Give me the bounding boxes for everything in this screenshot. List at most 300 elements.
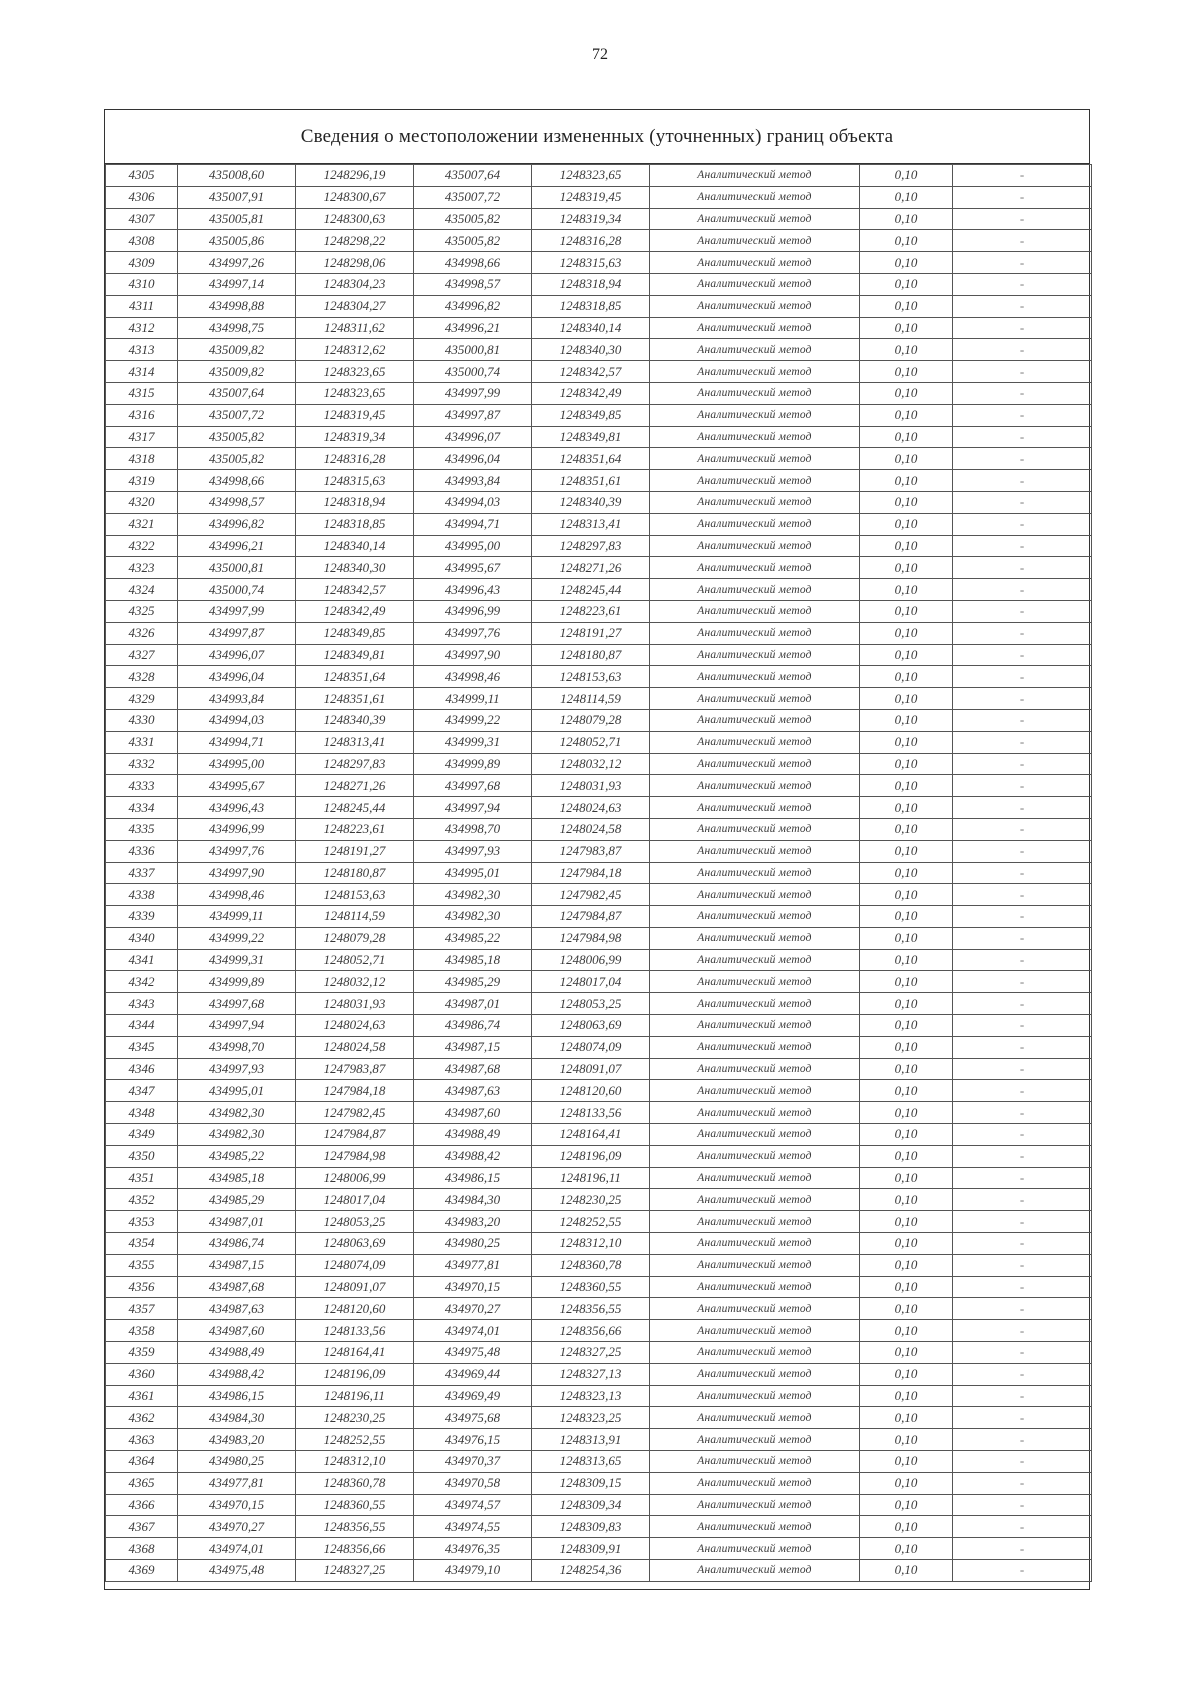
y-old-cell: 1248312,10 [296, 1451, 414, 1473]
point-number-cell: 4314 [106, 361, 178, 383]
point-number-cell: 4317 [106, 426, 178, 448]
note-cell: - [953, 491, 1092, 513]
table-row [106, 1342, 1092, 1364]
table-row [106, 1145, 1092, 1167]
y-old-cell: 1248296,19 [296, 165, 414, 187]
table-row [106, 557, 1092, 579]
x-new-cell: 434996,99 [414, 600, 532, 622]
note-cell: - [953, 1276, 1092, 1298]
x-old-cell: 434997,26 [178, 252, 296, 274]
note-cell: - [953, 1298, 1092, 1320]
x-old-cell: 434997,87 [178, 622, 296, 644]
point-number-cell: 4354 [106, 1233, 178, 1255]
x-new-cell: 434999,22 [414, 709, 532, 731]
note-cell: - [953, 971, 1092, 993]
y-old-cell: 1248340,39 [296, 709, 414, 731]
note-cell: - [953, 1233, 1092, 1255]
x-new-cell: 434997,94 [414, 797, 532, 819]
point-number-cell: 4319 [106, 470, 178, 492]
y-old-cell: 1248079,28 [296, 927, 414, 949]
point-number-cell: 4333 [106, 775, 178, 797]
method-cell: Аналитический метод [650, 470, 860, 492]
y-old-cell: 1248342,57 [296, 579, 414, 601]
table-row [106, 1385, 1092, 1407]
x-old-cell: 434996,04 [178, 666, 296, 688]
method-cell: Аналитический метод [650, 731, 860, 753]
x-old-cell: 434999,89 [178, 971, 296, 993]
method-cell: Аналитический метод [650, 1385, 860, 1407]
accuracy-cell: 0,10 [860, 165, 953, 187]
note-cell: - [953, 709, 1092, 731]
point-number-cell: 4335 [106, 818, 178, 840]
table-row [106, 1363, 1092, 1385]
method-cell: Аналитический метод [650, 535, 860, 557]
note-cell: - [953, 644, 1092, 666]
y-old-cell: 1248315,63 [296, 470, 414, 492]
table-row [106, 1516, 1092, 1538]
y-old-cell: 1248319,34 [296, 426, 414, 448]
point-number-cell: 4369 [106, 1560, 178, 1582]
y-new-cell: 1248340,39 [532, 491, 650, 513]
x-new-cell: 434997,76 [414, 622, 532, 644]
y-new-cell: 1248313,91 [532, 1429, 650, 1451]
x-old-cell: 434999,11 [178, 906, 296, 928]
x-new-cell: 435005,82 [414, 208, 532, 230]
y-old-cell: 1248006,99 [296, 1167, 414, 1189]
y-old-cell: 1248164,41 [296, 1342, 414, 1364]
x-new-cell: 434997,87 [414, 404, 532, 426]
accuracy-cell: 0,10 [860, 644, 953, 666]
y-new-cell: 1248309,83 [532, 1516, 650, 1538]
method-cell: Аналитический метод [650, 1211, 860, 1233]
note-cell: - [953, 688, 1092, 710]
method-cell: Аналитический метод [650, 230, 860, 252]
table-row [106, 1233, 1092, 1255]
note-cell: - [953, 753, 1092, 775]
x-new-cell: 434982,30 [414, 884, 532, 906]
method-cell: Аналитический метод [650, 666, 860, 688]
x-new-cell: 434999,31 [414, 731, 532, 753]
y-new-cell: 1248180,87 [532, 644, 650, 666]
y-new-cell: 1248052,71 [532, 731, 650, 753]
y-new-cell: 1248349,81 [532, 426, 650, 448]
point-number-cell: 4355 [106, 1254, 178, 1276]
method-cell: Аналитический метод [650, 818, 860, 840]
method-cell: Аналитический метод [650, 1145, 860, 1167]
accuracy-cell: 0,10 [860, 1342, 953, 1364]
y-new-cell: 1248309,91 [532, 1538, 650, 1560]
method-cell: Аналитический метод [650, 579, 860, 601]
note-cell: - [953, 579, 1092, 601]
method-cell: Аналитический метод [650, 1102, 860, 1124]
y-new-cell: 1248032,12 [532, 753, 650, 775]
method-cell: Аналитический метод [650, 273, 860, 295]
note-cell: - [953, 1080, 1092, 1102]
y-old-cell: 1248074,09 [296, 1254, 414, 1276]
note-cell: - [953, 1015, 1092, 1037]
point-number-cell: 4345 [106, 1036, 178, 1058]
method-cell: Аналитический метод [650, 993, 860, 1015]
x-new-cell: 434970,58 [414, 1472, 532, 1494]
y-old-cell: 1248017,04 [296, 1189, 414, 1211]
table-row [106, 448, 1092, 470]
table-row [106, 252, 1092, 274]
y-new-cell: 1248313,65 [532, 1451, 650, 1473]
point-number-cell: 4362 [106, 1407, 178, 1429]
x-new-cell: 434986,74 [414, 1015, 532, 1037]
y-new-cell: 1248196,09 [532, 1145, 650, 1167]
accuracy-cell: 0,10 [860, 186, 953, 208]
y-old-cell: 1247982,45 [296, 1102, 414, 1124]
y-old-cell: 1248316,28 [296, 448, 414, 470]
x-new-cell: 434999,89 [414, 753, 532, 775]
x-old-cell: 434986,74 [178, 1233, 296, 1255]
x-new-cell: 435000,81 [414, 339, 532, 361]
y-old-cell: 1248340,30 [296, 557, 414, 579]
x-new-cell: 434999,11 [414, 688, 532, 710]
method-cell: Аналитический метод [650, 1276, 860, 1298]
note-cell: - [953, 1036, 1092, 1058]
x-old-cell: 434985,18 [178, 1167, 296, 1189]
x-new-cell: 434997,90 [414, 644, 532, 666]
x-new-cell: 434985,18 [414, 949, 532, 971]
y-new-cell: 1248351,61 [532, 470, 650, 492]
y-new-cell: 1248340,14 [532, 317, 650, 339]
point-number-cell: 4356 [106, 1276, 178, 1298]
table-row [106, 295, 1092, 317]
accuracy-cell: 0,10 [860, 1298, 953, 1320]
table-row [106, 1080, 1092, 1102]
x-old-cell: 435005,81 [178, 208, 296, 230]
y-old-cell: 1247984,98 [296, 1145, 414, 1167]
x-old-cell: 434986,15 [178, 1385, 296, 1407]
accuracy-cell: 0,10 [860, 252, 953, 274]
method-cell: Аналитический метод [650, 971, 860, 993]
note-cell: - [953, 382, 1092, 404]
y-old-cell: 1248133,56 [296, 1320, 414, 1342]
x-new-cell: 434974,01 [414, 1320, 532, 1342]
y-new-cell: 1248079,28 [532, 709, 650, 731]
page-number: 72 [592, 46, 608, 63]
note-cell: - [953, 1342, 1092, 1364]
y-new-cell: 1248252,55 [532, 1211, 650, 1233]
y-new-cell: 1248297,83 [532, 535, 650, 557]
accuracy-cell: 0,10 [860, 1472, 953, 1494]
method-cell: Аналитический метод [650, 1429, 860, 1451]
accuracy-cell: 0,10 [860, 818, 953, 840]
note-cell: - [953, 884, 1092, 906]
x-old-cell: 434998,57 [178, 491, 296, 513]
y-new-cell: 1248091,07 [532, 1058, 650, 1080]
method-cell: Аналитический метод [650, 797, 860, 819]
table-title: Сведения о местоположении измененных (уточненных) границ объекта [105, 110, 1089, 164]
y-new-cell: 1248356,55 [532, 1298, 650, 1320]
point-number-cell: 4337 [106, 862, 178, 884]
accuracy-cell: 0,10 [860, 579, 953, 601]
method-cell: Аналитический метод [650, 862, 860, 884]
x-old-cell: 434982,30 [178, 1124, 296, 1146]
point-number-cell: 4352 [106, 1189, 178, 1211]
note-cell: - [953, 273, 1092, 295]
y-new-cell: 1248053,25 [532, 993, 650, 1015]
x-old-cell: 434994,03 [178, 709, 296, 731]
accuracy-cell: 0,10 [860, 273, 953, 295]
table-row [106, 840, 1092, 862]
method-cell: Аналитический метод [650, 1298, 860, 1320]
x-old-cell: 434997,90 [178, 862, 296, 884]
note-cell: - [953, 426, 1092, 448]
table-row [106, 688, 1092, 710]
method-cell: Аналитический метод [650, 513, 860, 535]
y-old-cell: 1248063,69 [296, 1233, 414, 1255]
point-number-cell: 4363 [106, 1429, 178, 1451]
method-cell: Аналитический метод [650, 1451, 860, 1473]
point-number-cell: 4336 [106, 840, 178, 862]
table-row [106, 535, 1092, 557]
x-new-cell: 434984,30 [414, 1189, 532, 1211]
method-cell: Аналитический метод [650, 382, 860, 404]
x-old-cell: 435008,60 [178, 165, 296, 187]
note-cell: - [953, 295, 1092, 317]
x-new-cell: 434996,04 [414, 448, 532, 470]
table-row [106, 1276, 1092, 1298]
y-old-cell: 1248196,09 [296, 1363, 414, 1385]
point-number-cell: 4318 [106, 448, 178, 470]
table-row [106, 862, 1092, 884]
accuracy-cell: 0,10 [860, 1276, 953, 1298]
y-new-cell: 1248074,09 [532, 1036, 650, 1058]
x-new-cell: 434998,66 [414, 252, 532, 274]
method-cell: Аналитический метод [650, 1516, 860, 1538]
method-cell: Аналитический метод [650, 1233, 860, 1255]
table-row [106, 993, 1092, 1015]
y-new-cell: 1248340,30 [532, 339, 650, 361]
note-cell: - [953, 1494, 1092, 1516]
x-old-cell: 434987,01 [178, 1211, 296, 1233]
x-new-cell: 434997,93 [414, 840, 532, 862]
y-new-cell: 1248360,78 [532, 1254, 650, 1276]
point-number-cell: 4339 [106, 906, 178, 928]
point-number-cell: 4321 [106, 513, 178, 535]
y-new-cell: 1248245,44 [532, 579, 650, 601]
x-new-cell: 434976,35 [414, 1538, 532, 1560]
y-old-cell: 1248340,14 [296, 535, 414, 557]
point-number-cell: 4359 [106, 1342, 178, 1364]
x-new-cell: 435007,64 [414, 165, 532, 187]
note-cell: - [953, 1385, 1092, 1407]
table-row [106, 317, 1092, 339]
table-row [106, 1124, 1092, 1146]
accuracy-cell: 0,10 [860, 688, 953, 710]
y-new-cell: 1248318,85 [532, 295, 650, 317]
method-cell: Аналитический метод [650, 1036, 860, 1058]
x-new-cell: 434994,71 [414, 513, 532, 535]
y-old-cell: 1248342,49 [296, 600, 414, 622]
x-old-cell: 435000,81 [178, 557, 296, 579]
method-cell: Аналитический метод [650, 753, 860, 775]
accuracy-cell: 0,10 [860, 753, 953, 775]
y-old-cell: 1248351,61 [296, 688, 414, 710]
method-cell: Аналитический метод [650, 1080, 860, 1102]
y-new-cell: 1248254,36 [532, 1560, 650, 1582]
y-old-cell: 1248304,27 [296, 295, 414, 317]
table-row [106, 1560, 1092, 1582]
x-new-cell: 434987,60 [414, 1102, 532, 1124]
y-old-cell: 1248245,44 [296, 797, 414, 819]
note-cell: - [953, 1472, 1092, 1494]
accuracy-cell: 0,10 [860, 1429, 953, 1451]
accuracy-cell: 0,10 [860, 295, 953, 317]
accuracy-cell: 0,10 [860, 1211, 953, 1233]
x-new-cell: 434996,07 [414, 426, 532, 448]
y-old-cell: 1248298,22 [296, 230, 414, 252]
point-number-cell: 4361 [106, 1385, 178, 1407]
x-new-cell: 434996,21 [414, 317, 532, 339]
x-old-cell: 434993,84 [178, 688, 296, 710]
note-cell: - [953, 513, 1092, 535]
method-cell: Аналитический метод [650, 252, 860, 274]
accuracy-cell: 0,10 [860, 1189, 953, 1211]
table-row [106, 513, 1092, 535]
y-new-cell: 1248017,04 [532, 971, 650, 993]
point-number-cell: 4327 [106, 644, 178, 666]
accuracy-cell: 0,10 [860, 513, 953, 535]
note-cell: - [953, 317, 1092, 339]
x-old-cell: 435009,82 [178, 339, 296, 361]
x-old-cell: 434988,42 [178, 1363, 296, 1385]
y-new-cell: 1248319,45 [532, 186, 650, 208]
note-cell: - [953, 1407, 1092, 1429]
point-number-cell: 4308 [106, 230, 178, 252]
note-cell: - [953, 1211, 1092, 1233]
y-old-cell: 1248031,93 [296, 993, 414, 1015]
y-new-cell: 1248309,15 [532, 1472, 650, 1494]
y-new-cell: 1248271,26 [532, 557, 650, 579]
point-number-cell: 4334 [106, 797, 178, 819]
accuracy-cell: 0,10 [860, 1167, 953, 1189]
accuracy-cell: 0,10 [860, 1058, 953, 1080]
point-number-cell: 4368 [106, 1538, 178, 1560]
accuracy-cell: 0,10 [860, 1385, 953, 1407]
x-new-cell: 434970,15 [414, 1276, 532, 1298]
x-new-cell: 434975,48 [414, 1342, 532, 1364]
note-cell: - [953, 797, 1092, 819]
y-old-cell: 1248024,63 [296, 1015, 414, 1037]
table-row [106, 622, 1092, 644]
accuracy-cell: 0,10 [860, 775, 953, 797]
y-new-cell: 1248153,63 [532, 666, 650, 688]
method-cell: Аналитический метод [650, 949, 860, 971]
table-row [106, 273, 1092, 295]
method-cell: Аналитический метод [650, 775, 860, 797]
y-old-cell: 1248318,85 [296, 513, 414, 535]
y-new-cell: 1248356,66 [532, 1320, 650, 1342]
table-row [106, 579, 1092, 601]
method-cell: Аналитический метод [650, 1015, 860, 1037]
note-cell: - [953, 666, 1092, 688]
note-cell: - [953, 1516, 1092, 1538]
y-new-cell: 1248024,58 [532, 818, 650, 840]
accuracy-cell: 0,10 [860, 1363, 953, 1385]
x-old-cell: 434982,30 [178, 1102, 296, 1124]
point-number-cell: 4322 [106, 535, 178, 557]
y-old-cell: 1248252,55 [296, 1429, 414, 1451]
table-row [106, 1320, 1092, 1342]
y-old-cell: 1248319,45 [296, 404, 414, 426]
y-old-cell: 1248053,25 [296, 1211, 414, 1233]
x-new-cell: 434982,30 [414, 906, 532, 928]
point-number-cell: 4357 [106, 1298, 178, 1320]
note-cell: - [953, 622, 1092, 644]
table-row [106, 230, 1092, 252]
x-old-cell: 435009,82 [178, 361, 296, 383]
x-old-cell: 434987,68 [178, 1276, 296, 1298]
accuracy-cell: 0,10 [860, 797, 953, 819]
table-row [106, 1036, 1092, 1058]
method-cell: Аналитический метод [650, 688, 860, 710]
x-old-cell: 434997,14 [178, 273, 296, 295]
table-row [106, 186, 1092, 208]
y-old-cell: 1247984,87 [296, 1124, 414, 1146]
x-old-cell: 435005,82 [178, 448, 296, 470]
note-cell: - [953, 557, 1092, 579]
note-cell: - [953, 448, 1092, 470]
x-new-cell: 434970,27 [414, 1298, 532, 1320]
table-row [106, 1451, 1092, 1473]
y-old-cell: 1248311,62 [296, 317, 414, 339]
point-number-cell: 4348 [106, 1102, 178, 1124]
x-old-cell: 434987,60 [178, 1320, 296, 1342]
point-number-cell: 4323 [106, 557, 178, 579]
x-old-cell: 434987,63 [178, 1298, 296, 1320]
point-number-cell: 4331 [106, 731, 178, 753]
note-cell: - [953, 927, 1092, 949]
x-new-cell: 434998,46 [414, 666, 532, 688]
table-row [106, 165, 1092, 187]
accuracy-cell: 0,10 [860, 1516, 953, 1538]
method-cell: Аналитический метод [650, 927, 860, 949]
accuracy-cell: 0,10 [860, 1036, 953, 1058]
table-row [106, 1058, 1092, 1080]
y-new-cell: 1248164,41 [532, 1124, 650, 1146]
method-cell: Аналитический метод [650, 1342, 860, 1364]
x-old-cell: 435005,86 [178, 230, 296, 252]
x-new-cell: 434987,68 [414, 1058, 532, 1080]
y-new-cell: 1248323,25 [532, 1407, 650, 1429]
method-cell: Аналитический метод [650, 361, 860, 383]
x-new-cell: 434976,15 [414, 1429, 532, 1451]
note-cell: - [953, 840, 1092, 862]
x-new-cell: 434985,22 [414, 927, 532, 949]
x-new-cell: 434977,81 [414, 1254, 532, 1276]
point-number-cell: 4353 [106, 1211, 178, 1233]
method-cell: Аналитический метод [650, 1167, 860, 1189]
y-new-cell: 1247982,45 [532, 884, 650, 906]
x-new-cell: 434987,01 [414, 993, 532, 1015]
note-cell: - [953, 1320, 1092, 1342]
y-new-cell: 1248191,27 [532, 622, 650, 644]
x-new-cell: 434997,68 [414, 775, 532, 797]
table-row [106, 1189, 1092, 1211]
x-new-cell: 435005,82 [414, 230, 532, 252]
note-cell: - [953, 1124, 1092, 1146]
y-new-cell: 1248342,57 [532, 361, 650, 383]
accuracy-cell: 0,10 [860, 317, 953, 339]
method-cell: Аналитический метод [650, 840, 860, 862]
point-number-cell: 4325 [106, 600, 178, 622]
table-row [106, 709, 1092, 731]
y-new-cell: 1248316,28 [532, 230, 650, 252]
